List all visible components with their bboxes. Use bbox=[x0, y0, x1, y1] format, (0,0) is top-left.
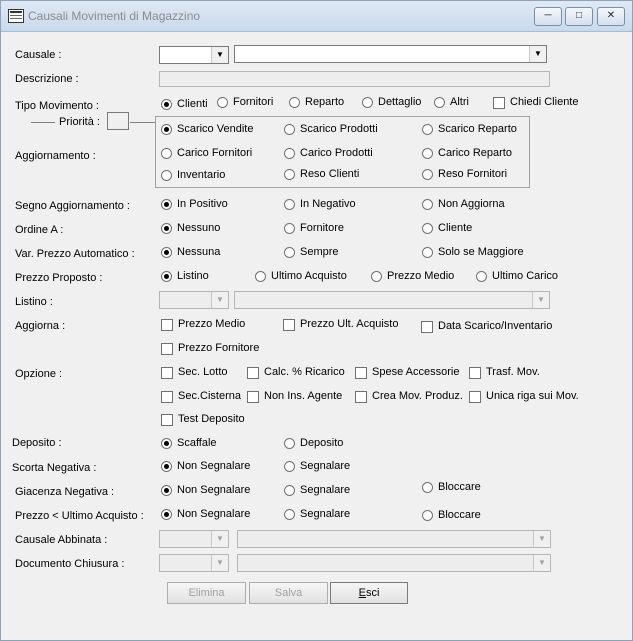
opzione-label: Opzione : bbox=[15, 368, 63, 380]
scorta-label: Scorta Negativa : bbox=[12, 462, 97, 474]
checkbox-icon bbox=[161, 343, 173, 355]
radio-icon bbox=[161, 148, 172, 159]
checkbox-icon bbox=[355, 367, 367, 379]
causale-abbinata-code-combo[interactable] bbox=[159, 530, 229, 548]
maximize-icon: □ bbox=[575, 10, 583, 21]
checkbox-icon bbox=[469, 391, 481, 403]
radio-icon bbox=[284, 148, 295, 159]
radio-icon bbox=[161, 247, 172, 258]
esci-mnemonic: E bbox=[358, 587, 366, 599]
checkbox-icon bbox=[283, 319, 295, 331]
radio-icon bbox=[422, 169, 433, 180]
checkbox-icon bbox=[247, 391, 259, 403]
radio-icon bbox=[434, 97, 445, 108]
radio-icon bbox=[284, 124, 295, 135]
tipo-movimento-label: Tipo Movimento : bbox=[15, 100, 99, 112]
radio-icon bbox=[161, 99, 172, 110]
radio-icon bbox=[161, 509, 172, 520]
causale-code-combo[interactable] bbox=[159, 46, 229, 64]
radio-icon bbox=[161, 170, 172, 181]
radio-icon bbox=[422, 124, 433, 135]
documento-chiusura-name-combo[interactable] bbox=[237, 554, 551, 572]
radio-icon bbox=[161, 223, 172, 234]
form-body: Causale : ▼ ▼ Descrizione : Tipo Movimento : Clienti Fornitori Reparto Dettaglio Altri Chiedi Cliente Priorità : Aggiornamento : Scarico Vendite Scarico Prodotti Scarico Reparto Carico Fornitori Carico Prodotti Carico Reparto Inventario Reso Clienti Reso Fornitori Segno Aggiornamento : In Positivo In Negativo Non Aggiorna Ordine A : Nessuno Fornitore Cliente Var. Prezzo Automatico : Nessuna Sempre Solo se Maggiore Prezzo Proposto : Listino Ultimo Acquisto Prezzo Medio Ultimo Carico Listino : ▼ ▼ Aggiorna : Prezzo Medio Prezzo Ult. Acquisto Data Scarico/Inventario Prezzo Fornitore Opzione : Sec. Lotto Calc. % Ricarico Spese Accessorie Trasf. Mov. Sec.Cisterna Non Ins. Agente Crea Mov. Produz. Unica riga sui Mov. Test Deposito Deposito : Scaffale Deposito Scorta Negativa : Non Segnalare Segnalare Giacenza Negativa : Non Segnalare Segnalare Bloccare Prezzo < Ultimo Acquisto : Non Segnalare Segnalare Bloccare Causale Abbinata : ▼ ▼ Documento Chiusura : ▼ ▼ Elimina Salva Esci bbox=[6, 33, 627, 635]
chevron-down-icon[interactable]: ▼ bbox=[211, 555, 228, 571]
chevron-down-icon[interactable]: ▼ bbox=[533, 555, 550, 571]
radio-icon bbox=[284, 223, 295, 234]
checkbox-icon bbox=[493, 97, 505, 109]
prezzo-ultimo-label: Prezzo < Ultimo Acquisto : bbox=[15, 510, 144, 522]
radio-icon bbox=[255, 271, 266, 282]
aggiorna-label: Aggiorna : bbox=[15, 320, 66, 332]
radio-icon bbox=[422, 199, 433, 210]
radio-icon bbox=[362, 97, 373, 108]
checkbox-icon bbox=[247, 367, 259, 379]
chevron-down-icon[interactable]: ▼ bbox=[211, 531, 228, 547]
radio-icon bbox=[289, 97, 300, 108]
form-icon[interactable] bbox=[8, 9, 24, 23]
causale-name-combo[interactable] bbox=[234, 45, 547, 63]
esci-label: sci bbox=[365, 587, 380, 599]
radio-icon bbox=[422, 223, 433, 234]
deposito-label: Deposito : bbox=[12, 437, 62, 449]
priorita-line-left bbox=[31, 122, 55, 123]
radio-icon bbox=[284, 509, 295, 520]
ordine-label: Ordine A : bbox=[15, 224, 64, 236]
close-icon: ✕ bbox=[606, 10, 616, 21]
radio-icon bbox=[217, 97, 228, 108]
radio-icon bbox=[422, 247, 433, 258]
elimina-button[interactable]: Elimina bbox=[167, 582, 246, 604]
minimize-button[interactable] bbox=[534, 7, 562, 26]
segno-label: Segno Aggiornamento : bbox=[15, 200, 130, 212]
causale-abbinata-label: Causale Abbinata : bbox=[15, 534, 108, 546]
giacenza-label: Giacenza Negativa : bbox=[15, 486, 115, 498]
radio-icon bbox=[422, 510, 433, 521]
checkbox-icon bbox=[469, 367, 481, 379]
salva-button[interactable]: Salva bbox=[249, 582, 328, 604]
radio-icon bbox=[161, 438, 172, 449]
aggiornamento-label: Aggiornamento : bbox=[15, 150, 96, 162]
radio-icon bbox=[371, 271, 382, 282]
radio-icon bbox=[284, 461, 295, 472]
esci-button[interactable] bbox=[330, 582, 408, 604]
radio-icon bbox=[422, 482, 433, 493]
checkbox-icon bbox=[161, 414, 173, 426]
radio-icon bbox=[161, 485, 172, 496]
checkbox-icon bbox=[421, 321, 433, 333]
radio-icon bbox=[161, 271, 172, 282]
radio-icon bbox=[284, 199, 295, 210]
priorita-label: Priorità : bbox=[59, 116, 100, 128]
causale-label: Causale : bbox=[15, 49, 62, 61]
causale-abbinata-name-combo[interactable] bbox=[237, 530, 551, 548]
title-bar[interactable] bbox=[1, 1, 632, 32]
radio-icon bbox=[284, 485, 295, 496]
listino-label: Listino : bbox=[15, 296, 53, 308]
checkbox-icon bbox=[161, 367, 173, 379]
var-prezzo-label: Var. Prezzo Automatico : bbox=[15, 248, 135, 260]
chevron-down-icon[interactable]: ▼ bbox=[532, 292, 549, 308]
chevron-down-icon[interactable]: ▼ bbox=[533, 531, 550, 547]
radio-icon bbox=[284, 247, 295, 258]
priorita-line-right bbox=[130, 122, 155, 123]
radio-icon bbox=[284, 169, 295, 180]
close-button[interactable] bbox=[597, 7, 625, 26]
radio-icon bbox=[161, 461, 172, 472]
checkbox-icon bbox=[161, 319, 173, 331]
checkbox-icon bbox=[355, 391, 367, 403]
documento-chiusura-label: Documento Chiusura : bbox=[15, 558, 125, 570]
minimize-icon: ─ bbox=[544, 10, 552, 21]
radio-icon bbox=[284, 438, 295, 449]
chevron-down-icon[interactable]: ▼ bbox=[211, 47, 228, 63]
listino-name-combo[interactable] bbox=[234, 291, 550, 309]
chevron-down-icon[interactable]: ▼ bbox=[529, 46, 546, 62]
maximize-button[interactable] bbox=[565, 7, 593, 26]
chevron-down-icon[interactable]: ▼ bbox=[211, 292, 228, 308]
checkbox-icon bbox=[161, 391, 173, 403]
radio-icon bbox=[161, 124, 172, 135]
radio-icon bbox=[161, 199, 172, 210]
prezzo-proposto-label: Prezzo Proposto : bbox=[15, 272, 103, 284]
radio-icon bbox=[476, 271, 487, 282]
documento-chiusura-code-combo[interactable] bbox=[159, 554, 229, 572]
priorita-field[interactable] bbox=[107, 112, 129, 130]
listino-code-combo[interactable] bbox=[159, 291, 229, 309]
descrizione-label: Descrizione : bbox=[15, 73, 79, 85]
window-title: Causali Movimenti di Magazzino bbox=[28, 9, 201, 23]
descrizione-field[interactable] bbox=[159, 71, 550, 87]
radio-icon bbox=[422, 148, 433, 159]
